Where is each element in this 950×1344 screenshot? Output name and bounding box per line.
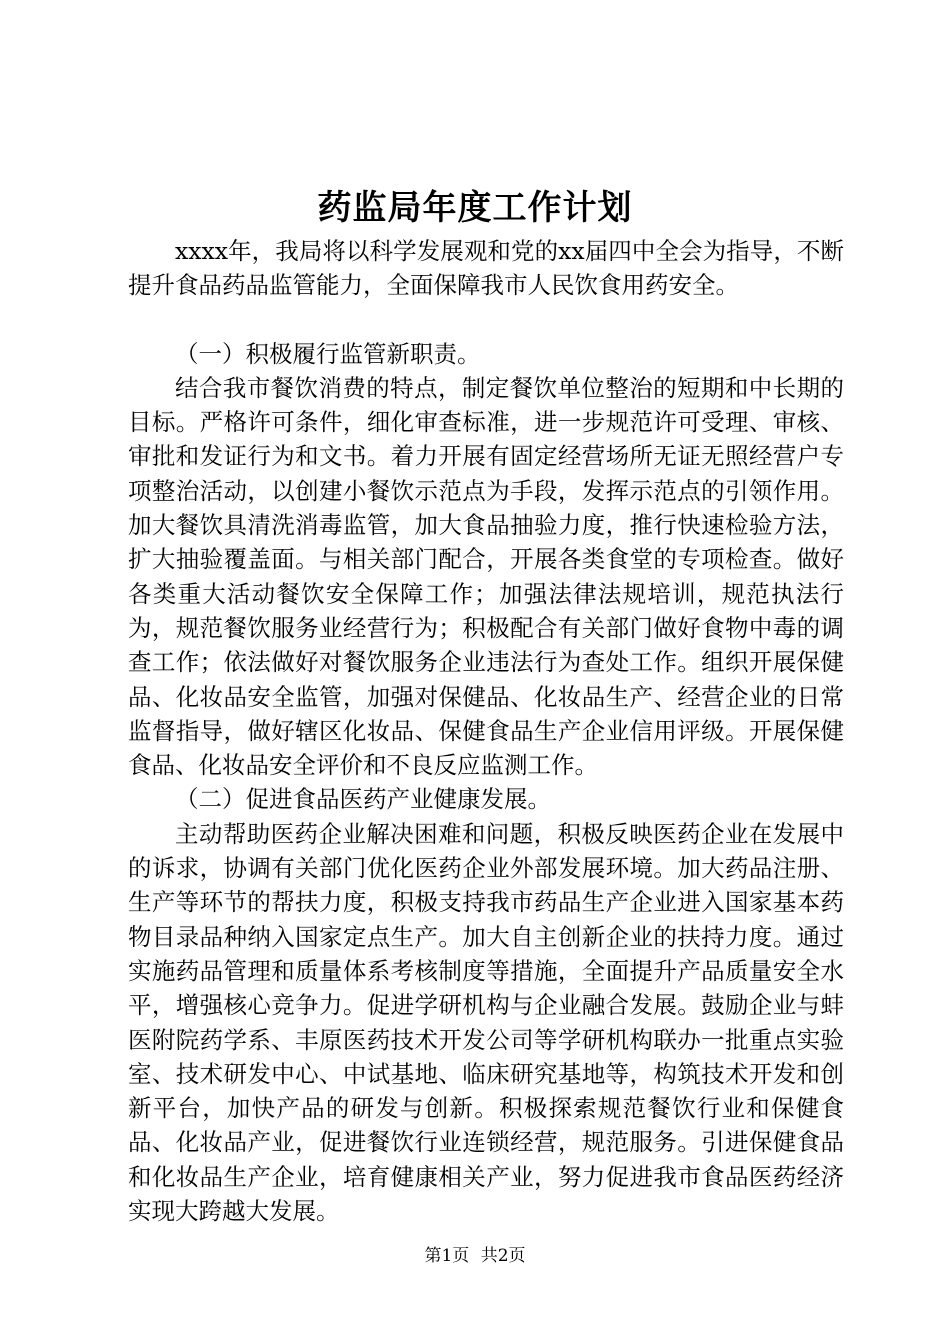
intro-paragraph: xxxx年，我局将以科学发展观和党的xx届四中全会为指导，不断提升食品药品监管能力，全面保障我市人民饮食用药安全。: [128, 237, 844, 300]
document-body: [128, 234, 844, 1228]
page-number: 第1页: [424, 1246, 470, 1266]
document-title: 药监局年度工作计划: [317, 188, 633, 228]
section-heading-1: （一）积极履行监管新职责。: [175, 339, 481, 368]
page-total: 共2页: [480, 1246, 526, 1266]
section-heading-2: （二）促进食品医药产业健康发展。: [175, 785, 551, 814]
section-2-paragraph: 主动帮助医药企业解决困难和问题，积极反映医药企业在发展中的诉求，协调有关部门优化医药企业外部发展环境。加大药品注册、生产等环节的帮扶力度，积极支持我市药品生产企业进入国家基本药物目录品种纳入国家定点生产。加大自主创新企业的扶持力度。通过实施药品管理和质量体系考核制度等措施，全面提升产品质量安全水平，增强核心竞争力。促进学研机构与企业融合发展。鼓励企业与蚌医附院药学系、丰原医药技术开发公司等学研机构联办一批重点实验室、技术研发中心、中试基地、临床研究基地等，构筑技术开发和创新平台，加快产品的研发与创新。积极探索规范餐饮行业和保健食品、化妆品产业，促进餐饮行业连锁经营，规范服务。引进保健食品和化妆品生产企业，培育健康相关产业，努力促进我市食品医药经济实现大跨越大发展。: [128, 819, 844, 1226]
section-1-paragraph: 结合我市餐饮消费的特点，制定餐饮单位整治的短期和中长期的目标。严格许可条件，细化审查标准，进一步规范许可受理、审核、审批和发证行为和文书。着力开展有固定经营场所无证无照经营户专项整治活动，以创建小餐饮示范点为手段，发挥示范点的引领作用。加大餐饮具清洗消毒监管，加大食品抽验力度，推行快速检验方法，扩大抽验覆盖面。与相关部门配合，开展各类食堂的专项检查。做好各类重大活动餐饮安全保障工作；加强法律法规培训，规范执法行为，规范餐饮服务业经营行为；积极配合有关部门做好食物中毒的调查工作；依法做好对餐饮服务企业违法行为查处工作。组织开展保健品、化妆品安全监管，加强对保健品、化妆品生产、经营企业的日常监督指导，做好辖区化妆品、保健食品生产企业信用评级。开展保健食品、化妆品安全评价和不良反应监测工作。: [128, 373, 844, 780]
page-footer: [0, 1244, 950, 1268]
